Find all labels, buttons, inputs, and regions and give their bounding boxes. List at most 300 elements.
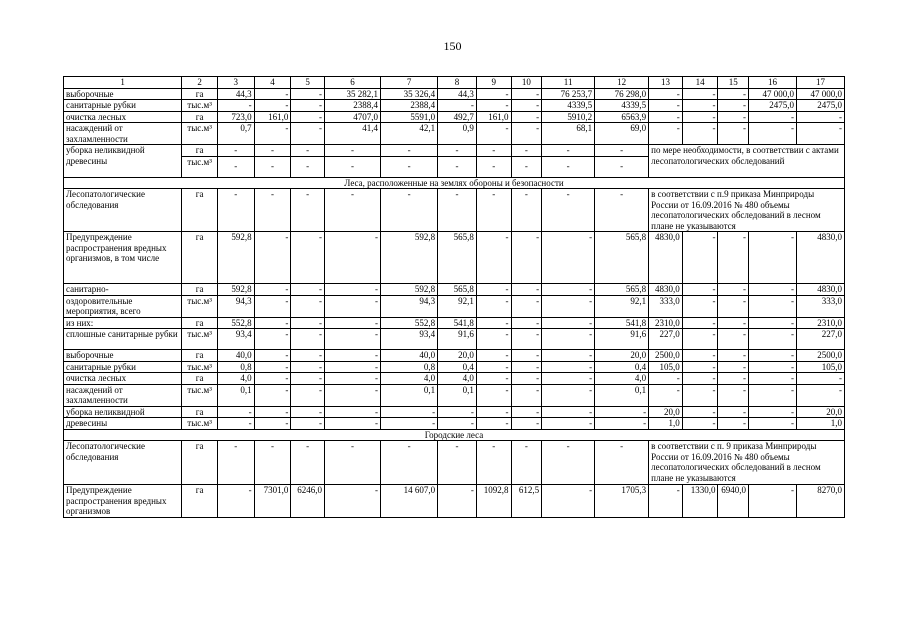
value-cell: - [595,189,649,232]
value-cell: 4707,0 [324,111,380,123]
unit-cell: га [182,317,218,329]
value-cell: - [291,232,325,284]
column-number: 14 [682,77,718,89]
value-cell: 2310,0 [649,317,683,329]
value-cell: - [749,485,797,518]
value-cell: - [291,329,325,350]
value-cell: 14 607,0 [381,485,438,518]
value-cell: 4,0 [381,373,438,385]
column-number: 7 [381,77,438,89]
value-cell: - [542,361,595,373]
value-cell: - [682,295,718,317]
unit-cell: тыс.м³ [182,361,218,373]
value-cell: - [542,441,595,485]
value-cell: - [254,350,291,362]
value-cell: - [254,156,291,177]
header-row [64,77,845,89]
value-cell: - [511,329,542,350]
value-cell: 161,0 [254,111,291,123]
value-cell: - [749,418,797,430]
value-cell: - [324,485,380,518]
value-cell: 4,0 [438,373,477,385]
value-cell: - [438,145,477,157]
note-cell: по мере необходимости, в соответствии с актами лесопатологических обследований [649,145,845,178]
row-label: выборочные [64,350,182,362]
value-cell: 76 298,0 [595,88,649,100]
column-number: 17 [796,77,844,89]
value-cell: - [542,232,595,284]
value-cell: - [682,111,718,123]
value-cell: 1330,0 [682,485,718,518]
value-cell: - [217,145,254,157]
value-cell: 2475,0 [796,100,844,112]
value-cell: - [511,145,542,157]
value-cell: - [324,145,380,157]
table-row [64,350,845,362]
value-cell: 94,3 [381,295,438,317]
value-cell: - [324,384,380,406]
value-cell: 1092,8 [476,485,511,518]
value-cell: - [291,441,325,485]
unit-cell: тыс.м³ [182,123,218,145]
value-cell: - [749,232,797,284]
value-cell: 4339,5 [542,100,595,112]
column-number: 3 [217,77,254,89]
value-cell: - [438,156,477,177]
value-cell: - [476,123,511,145]
value-cell: - [254,406,291,418]
value-cell: - [217,189,254,232]
unit-cell: га [182,111,218,123]
row-label: Предупреждение распространения вредных организмов, в том числе [64,232,182,284]
value-cell: 492,7 [438,111,477,123]
value-cell: - [511,156,542,177]
value-cell: - [291,418,325,430]
value-cell: 2388,4 [381,100,438,112]
value-cell: - [254,329,291,350]
column-number: 8 [438,77,477,89]
value-cell: 2310,0 [796,317,844,329]
table-row [64,441,845,485]
value-cell: 44,3 [217,88,254,100]
value-cell: - [324,295,380,317]
value-cell: - [381,406,438,418]
value-cell: - [749,295,797,317]
value-cell: - [291,295,325,317]
value-cell: 4830,0 [796,232,844,284]
value-cell: - [291,145,325,157]
forest-protection-table [63,76,845,518]
value-cell: - [542,373,595,385]
value-cell: - [749,317,797,329]
table-row [64,329,845,350]
value-cell: 541,8 [595,317,649,329]
value-cell: 44,3 [438,88,477,100]
value-cell: 161,0 [476,111,511,123]
value-cell: - [324,189,380,232]
value-cell: - [718,317,749,329]
value-cell: 0,1 [381,384,438,406]
value-cell: 94,3 [217,295,254,317]
value-cell: - [476,189,511,232]
value-cell: 0,1 [217,384,254,406]
value-cell: 723,0 [217,111,254,123]
value-cell: 612,5 [511,485,542,518]
value-cell: - [682,232,718,284]
value-cell: - [291,284,325,296]
value-cell: - [476,317,511,329]
table-row [64,295,845,317]
table-body [64,77,845,518]
value-cell: - [718,329,749,350]
value-cell: - [254,88,291,100]
row-label: сплошные санитарные рубки [64,329,182,350]
value-cell: 47 000,0 [796,88,844,100]
value-cell: - [796,123,844,145]
value-cell: 333,0 [649,295,683,317]
value-cell: - [542,485,595,518]
value-cell: - [542,317,595,329]
value-cell: 541,8 [438,317,477,329]
value-cell: 92,1 [595,295,649,317]
value-cell: - [718,284,749,296]
value-cell: - [649,111,683,123]
value-cell: - [324,406,380,418]
value-cell: - [254,295,291,317]
value-cell: - [476,350,511,362]
value-cell: - [476,373,511,385]
value-cell: - [749,123,797,145]
value-cell: - [438,406,477,418]
value-cell: 592,8 [217,284,254,296]
unit-cell: тыс.м³ [182,295,218,317]
value-cell: - [542,189,595,232]
value-cell: - [291,189,325,232]
value-cell: - [291,88,325,100]
row-label: очистка лесных [64,111,182,123]
note-cell: в соответствии с п. 9 приказа Минприроды России от 16.09.2016 № 480 объемы лесопатологических обследований в лесном плане не указываются [649,441,845,485]
value-cell: - [324,232,380,284]
value-cell: - [649,373,683,385]
value-cell: - [682,361,718,373]
value-cell: - [682,123,718,145]
value-cell: 20,0 [649,406,683,418]
value-cell: - [682,373,718,385]
value-cell: - [291,350,325,362]
value-cell: - [254,361,291,373]
value-cell: 76 253,7 [542,88,595,100]
value-cell: - [595,156,649,177]
value-cell: - [511,317,542,329]
row-label: Лесопатологические обследования [64,441,182,485]
unit-cell: га [182,485,218,518]
value-cell: - [682,418,718,430]
value-cell: - [291,111,325,123]
value-cell: - [749,284,797,296]
value-cell: 552,8 [217,317,254,329]
value-cell: - [291,100,325,112]
row-label: очистка лесных [64,373,182,385]
row-label: насаждений от захламленности [64,123,182,145]
value-cell: - [749,350,797,362]
value-cell: - [682,100,718,112]
value-cell: - [511,384,542,406]
value-cell: - [254,232,291,284]
row-label: санитарно- [64,284,182,296]
value-cell: - [291,406,325,418]
value-cell: 4,0 [217,373,254,385]
value-cell: - [254,189,291,232]
value-cell: - [511,100,542,112]
table-row [64,384,845,406]
value-cell: 4830,0 [649,232,683,284]
value-cell: 6940,0 [718,485,749,518]
value-cell: 42,1 [381,123,438,145]
value-cell: - [511,350,542,362]
value-cell: 91,6 [595,329,649,350]
value-cell: 2500,0 [796,350,844,362]
value-cell: 0,7 [217,123,254,145]
value-cell: - [718,361,749,373]
value-cell: - [476,156,511,177]
value-cell: - [476,418,511,430]
column-number: 6 [324,77,380,89]
column-number: 9 [476,77,511,89]
unit-cell: тыс.м³ [182,156,218,177]
value-cell: - [324,156,380,177]
table-row [64,232,845,284]
value-cell: 35 326,4 [381,88,438,100]
value-cell: - [718,384,749,406]
value-cell: - [718,373,749,385]
value-cell: - [718,418,749,430]
value-cell: - [542,384,595,406]
value-cell: - [718,111,749,123]
unit-cell: га [182,88,218,100]
value-cell: - [718,123,749,145]
column-number: 5 [291,77,325,89]
value-cell: - [476,406,511,418]
value-cell: - [511,189,542,232]
value-cell: - [649,123,683,145]
section-row [64,177,845,189]
value-cell: - [682,88,718,100]
value-cell: - [749,111,797,123]
unit-cell: га [182,441,218,485]
value-cell: 565,8 [438,232,477,284]
value-cell: - [438,100,477,112]
value-cell: - [511,284,542,296]
value-cell: - [476,284,511,296]
value-cell: 4830,0 [649,284,683,296]
value-cell: - [254,373,291,385]
value-cell: 227,0 [796,329,844,350]
column-number: 11 [542,77,595,89]
value-cell: 47 000,0 [749,88,797,100]
value-cell: - [438,189,477,232]
table-row [64,145,845,157]
value-cell: - [542,295,595,317]
page-number: 150 [443,39,462,53]
value-cell: - [542,284,595,296]
value-cell: - [476,295,511,317]
value-cell: - [324,361,380,373]
value-cell: - [718,100,749,112]
value-cell: 40,0 [217,350,254,362]
value-cell: - [595,441,649,485]
value-cell: - [381,145,438,157]
value-cell: 227,0 [649,329,683,350]
value-cell: - [718,295,749,317]
section-title: Леса, расположенные на землях обороны и безопасности [64,177,845,189]
value-cell: - [511,295,542,317]
section-title: Городские леса [64,429,845,441]
value-cell: 105,0 [649,361,683,373]
value-cell: - [511,373,542,385]
value-cell: - [476,329,511,350]
value-cell: - [718,88,749,100]
value-cell: - [254,100,291,112]
value-cell: 5910,2 [542,111,595,123]
value-cell: - [254,317,291,329]
value-cell: - [718,350,749,362]
value-cell: - [291,361,325,373]
row-label: выборочные [64,88,182,100]
value-cell: - [254,123,291,145]
value-cell: - [511,88,542,100]
value-cell: - [438,418,477,430]
unit-cell: га [182,232,218,284]
value-cell: - [718,232,749,284]
value-cell: 0,8 [381,361,438,373]
value-cell: 69,0 [595,123,649,145]
unit-cell: га [182,406,218,418]
value-cell: - [542,418,595,430]
value-cell: 592,8 [381,232,438,284]
value-cell: 91,6 [438,329,477,350]
value-cell: - [542,350,595,362]
value-cell: 552,8 [381,317,438,329]
value-cell: 93,4 [217,329,254,350]
value-cell: - [749,373,797,385]
value-cell: - [324,329,380,350]
unit-cell: га [182,373,218,385]
value-cell: 8270,0 [796,485,844,518]
value-cell: 0,4 [438,361,477,373]
value-cell: - [796,384,844,406]
value-cell: - [542,329,595,350]
table-row [64,373,845,385]
value-cell: - [438,441,477,485]
value-cell: - [682,317,718,329]
value-cell: - [217,156,254,177]
value-cell: - [542,156,595,177]
value-cell: 0,4 [595,361,649,373]
value-cell: - [381,441,438,485]
value-cell: - [476,441,511,485]
value-cell: 565,8 [595,284,649,296]
value-cell: 6563,9 [595,111,649,123]
value-cell: - [682,329,718,350]
value-cell: - [649,88,683,100]
column-number: 15 [718,77,749,89]
value-cell: - [595,418,649,430]
table-row [64,418,845,430]
value-cell: - [749,384,797,406]
value-cell: - [291,156,325,177]
unit-cell: га [182,350,218,362]
unit-cell: тыс.м³ [182,418,218,430]
value-cell: - [542,145,595,157]
value-cell: 20,0 [595,350,649,362]
value-cell: - [511,406,542,418]
unit-cell: тыс.м³ [182,384,218,406]
table-row [64,284,845,296]
value-cell: - [682,284,718,296]
value-cell: - [718,406,749,418]
value-cell: - [476,232,511,284]
value-cell: - [438,485,477,518]
value-cell: 4339,5 [595,100,649,112]
value-cell: - [595,406,649,418]
column-number: 1 [64,77,182,89]
value-cell: - [217,418,254,430]
value-cell: - [217,406,254,418]
value-cell: - [511,441,542,485]
value-cell: - [649,384,683,406]
table-row [64,123,845,145]
value-cell: 0,1 [595,384,649,406]
value-cell: - [217,100,254,112]
value-cell: - [324,317,380,329]
value-cell: 93,4 [381,329,438,350]
value-cell: - [324,373,380,385]
value-cell: - [682,384,718,406]
value-cell: 2500,0 [649,350,683,362]
value-cell: - [749,406,797,418]
row-label: уборка неликвидной древесины [64,145,182,178]
row-label: из них: [64,317,182,329]
value-cell: 4830,0 [796,284,844,296]
value-cell: 5591,0 [381,111,438,123]
table-row [64,111,845,123]
column-number: 10 [511,77,542,89]
row-label: санитарные рубки [64,100,182,112]
column-number: 4 [254,77,291,89]
value-cell: 592,8 [381,284,438,296]
value-cell: - [511,232,542,284]
row-label: уборка неликвидной [64,406,182,418]
value-cell: 6246,0 [291,485,325,518]
value-cell: 2388,4 [324,100,380,112]
value-cell: 0,9 [438,123,477,145]
value-cell: - [324,418,380,430]
unit-cell: га [182,284,218,296]
value-cell: - [476,384,511,406]
section-row [64,429,845,441]
value-cell: 92,1 [438,295,477,317]
value-cell: - [254,145,291,157]
value-cell: - [381,156,438,177]
value-cell: 68,1 [542,123,595,145]
value-cell: - [682,406,718,418]
value-cell: - [217,441,254,485]
value-cell: 1,0 [649,418,683,430]
value-cell: - [796,373,844,385]
value-cell: - [324,441,380,485]
table-row [64,88,845,100]
value-cell: 1705,3 [595,485,649,518]
